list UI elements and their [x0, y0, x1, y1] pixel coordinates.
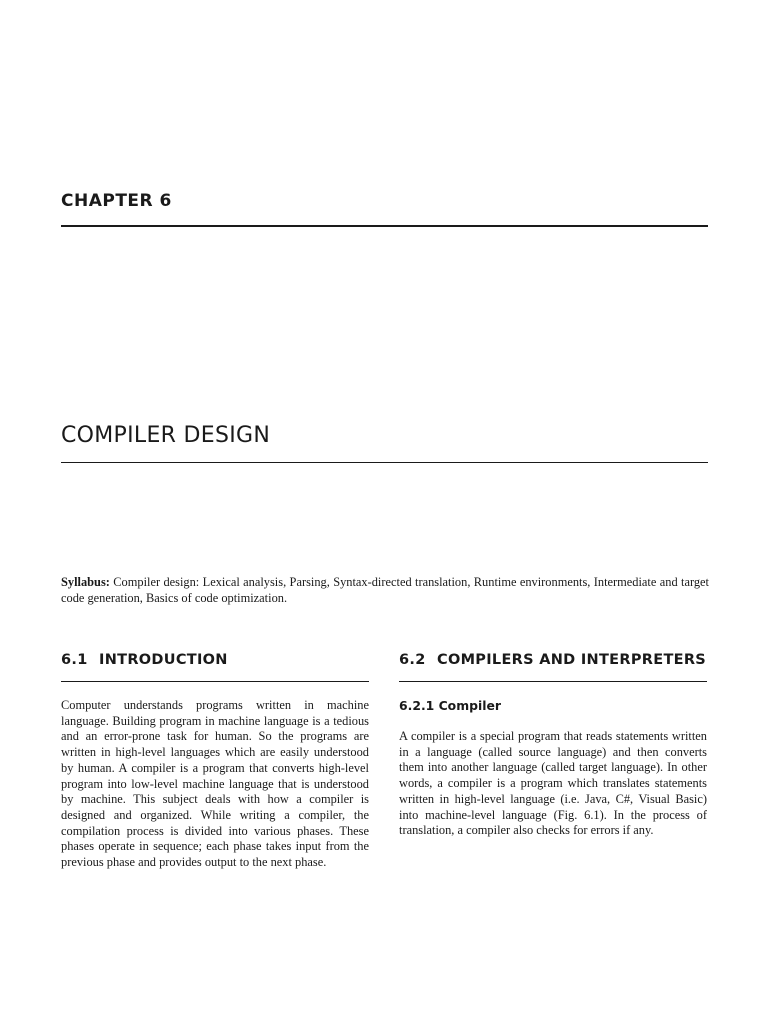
left-column — [61, 650, 369, 871]
subsection-heading-compiler: 6.2.1 Compiler — [399, 698, 501, 713]
section-rule — [399, 681, 707, 682]
title-rule — [61, 462, 708, 463]
chapter-label: CHAPTER 6 — [61, 191, 172, 211]
section-heading-introduction — [61, 650, 369, 670]
chapter-rule — [61, 225, 708, 227]
section-heading-compilers — [399, 650, 707, 670]
syllabus-paragraph — [61, 574, 709, 606]
section-title: COMPILERS AND INTERPRETERS — [437, 652, 707, 668]
chapter-title: COMPILER DESIGN — [61, 423, 271, 448]
compiler-paragraph: A compiler is a special program that reads statements written in a language (called source language) and then converts them into another language (called target language). In other words, a compiler is a program which translates statements written in high-level language (i.e. Java, C#, Visual Basic) into machine-level language (Fig. 6.1). In the process of translation, a compiler also checks for errors if any. — [399, 729, 707, 838]
section-rule — [61, 681, 369, 682]
section-number: 6.2 — [399, 652, 426, 668]
right-column — [399, 650, 707, 839]
introduction-paragraph: Computer understands programs written in machine language. Building program in machine language is a tedious and an error-prone task for human. So the programs are written in high-level languages which are easily understood by human. A compiler is a program that converts high-level program into low-level machine language that is understood by machine. This subject deals with how a compiler is designed and organized. While writing a compiler, the compilation process is divided into various phases. These phases operate in sequence; each phase takes input from the previous phase and provides output to the next phase. — [61, 698, 369, 870]
syllabus-text: Compiler design: Lexical analysis, Parsing, Syntax-directed translation, Runtime environments, Intermediate and target code generation, Basics of code optimization. — [61, 575, 709, 605]
section-number: 6.1 — [61, 652, 88, 668]
section-title: INTRODUCTION — [99, 652, 228, 668]
syllabus-label: Syllabus: — [61, 575, 110, 589]
